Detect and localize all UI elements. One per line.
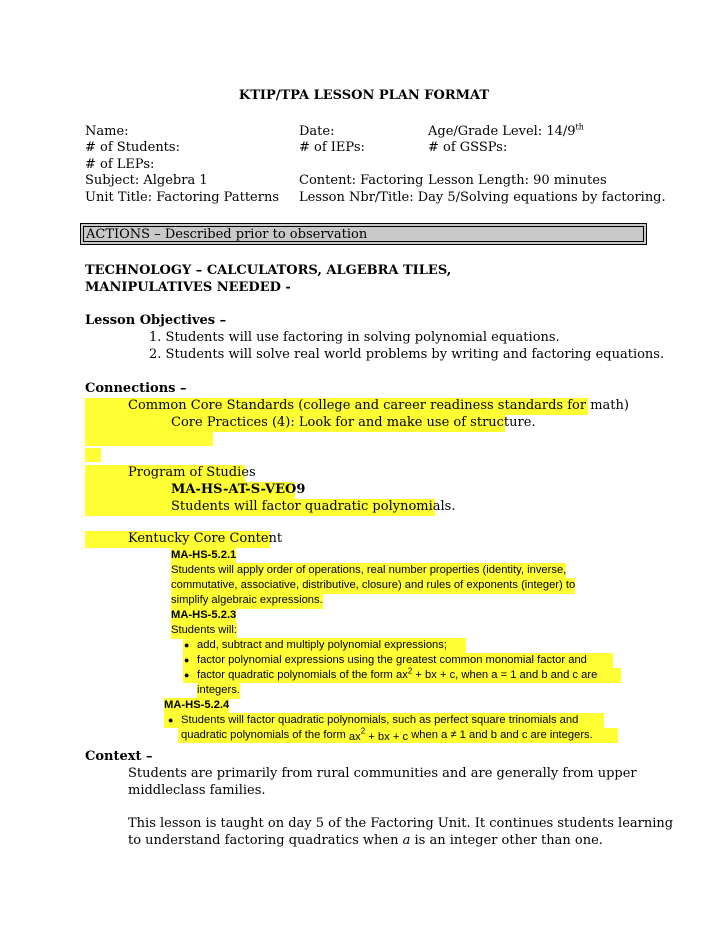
context-text: This lesson is taught on day 5 of the Factoring Unit. It continues students learning (128, 816, 674, 831)
objective-item: 2. Students will solve real world problems by writing and factoring equations. (149, 347, 665, 362)
context-text: to understand factoring quadratics when a is an integer other than one. (128, 833, 603, 848)
lesson-nbr-label: Lesson Nbr/Title: Day 5/Solving equations by factoring. (299, 190, 666, 205)
kcc-text: simplify algebraic expressions. (171, 593, 323, 609)
subject-label: Subject: Algebra 1 (85, 173, 208, 188)
objectives-heading: Lesson Objectives – (85, 313, 227, 328)
actions-label: ACTIONS – Described prior to observation (83, 226, 644, 242)
kcc-code: MA-HS-5.2.3 (171, 608, 236, 624)
lesson-length-label: Lesson Length: 90 minutes (428, 173, 607, 188)
kcc-bullet: ● factor polynomial expressions using the greatest common monomial factor and (197, 653, 587, 669)
date-label: Date: (299, 124, 335, 139)
kcc-text: Students will: (171, 623, 237, 639)
kcc-text: commutative, associative, distributive, closure) and rules of exponents (integer) to (171, 578, 575, 594)
content-label: Content: Factoring (299, 173, 424, 188)
program-of-studies: Program of Studies (128, 465, 256, 480)
kcc-label: Kentucky Core Content (128, 531, 283, 546)
kcc-bullet: ● Students will factor quadratic polynomials, such as perfect square trinomials and (181, 713, 578, 729)
kcc-code: MA-HS-5.2.1 (171, 548, 236, 564)
context-text: middleclass families. (128, 783, 266, 798)
kcc-bullet: ● add, subtract and multiply polynomial expressions; (197, 638, 447, 654)
kcc-text: quadratic polynomials of the form $ax^2$ + bx + c when a ≠ 1 and b and c are integers. (181, 726, 593, 743)
num-gssps-label: # of GSSPs: (428, 140, 508, 155)
page-title: KTIP/TPA LESSON PLAN FORMAT (238, 88, 490, 103)
num-ieps-label: # of IEPs: (299, 140, 365, 155)
num-students-label: # of Students: (85, 140, 180, 155)
pos-code: MA-HS-AT-S-VEO9 (171, 482, 306, 497)
num-leps-label: # of LEPs: (85, 157, 155, 172)
kcc-bullet: ● factor quadratic polynomials of the form $ax^2$ + bx + c, when a = 1 and b and c are (197, 668, 597, 684)
pos-text: Students will factor quadratic polynomials. (171, 499, 456, 514)
technology-line2: MANIPULATIVES NEEDED - (85, 280, 291, 295)
kcc-text: Students will apply order of operations, real number properties (identity, inverse, (171, 563, 566, 579)
ccss-label: Common Core Standards (college and career readiness standards for math) (128, 398, 629, 413)
objective-item: 1. Students will use factoring in solving polynomial equations. (149, 330, 560, 345)
core-practices: Core Practices (4): Look for and make use of structure. (171, 415, 536, 430)
technology-line1: TECHNOLOGY – CALCULATORS, ALGEBRA TILES, (85, 263, 452, 278)
context-text: Students are primarily from rural communities and are generally from upper (128, 766, 637, 781)
actions-box (80, 223, 647, 245)
kcc-text: integers. (197, 683, 240, 699)
age-grade-label: Age/Grade Level: 14/9th (428, 122, 584, 139)
highlight-block (85, 432, 213, 446)
unit-title-label: Unit Title: Factoring Patterns (85, 190, 279, 205)
connections-heading: Connections – (85, 381, 187, 396)
context-heading: Context – (85, 749, 153, 764)
name-label: Name: (85, 124, 129, 139)
highlight-block (85, 448, 101, 462)
kcc-code: MA-HS-5.2.4 (164, 698, 229, 714)
